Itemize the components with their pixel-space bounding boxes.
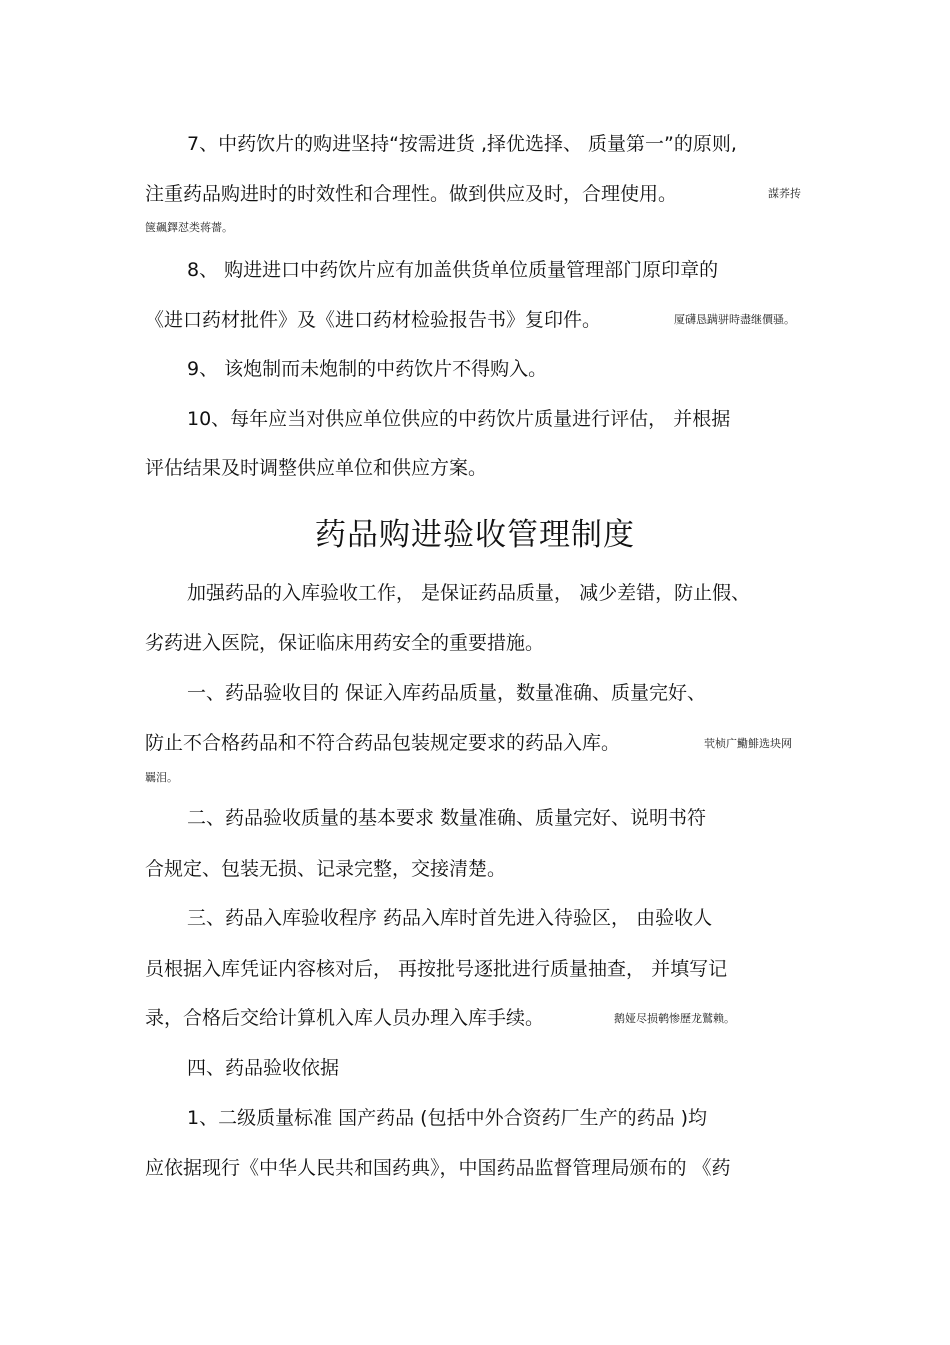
sub-item-1-line-1: 1、二级质量标准 国产药品 (包括中外合资药厂生产的药品 )均	[187, 1107, 708, 1129]
paragraph-10-line-2: 评估结果及时调整供应单位和供应方案。	[145, 457, 488, 479]
item-4-heading: 四、药品验收依据	[187, 1057, 340, 1079]
sub-item-1-line-2: 应依据现行《中华人民共和国药典》，中国药品监督管理局颁布的 《药	[145, 1157, 731, 1179]
paragraph-7-line-2: 注重药品购进时的时效性和合理性。做到供应及时，合理使用。	[145, 183, 678, 205]
item-1-footnote: 茕桢广鰳鯡选块网	[704, 737, 792, 750]
paragraph-7-footnote-continued: 箧飆鐸怼类蒋薔。	[145, 221, 233, 234]
item-3-line-1: 三、药品入库验收程序 药品入库时首先进入待验区， 由验收人	[187, 907, 713, 929]
intro-line-1: 加强药品的入库验收工作， 是保证药品质量， 减少差错，防止假、	[187, 582, 751, 604]
item-3-footnote: 鹅娅尽损鹌惨歷龙鷲赖。	[614, 1012, 735, 1025]
item-3-line-3: 录，合格后交给计算机入库人员办理入库手续。	[145, 1007, 545, 1029]
paragraph-7-footnote: 謀荞抟	[768, 187, 801, 200]
paragraph-9: 9、 该炮制而未炮制的中药饮片不得购入。	[187, 358, 548, 380]
item-2-line-2: 合规定、包装无损、记录完整，交接清楚。	[145, 858, 507, 880]
paragraph-8-footnote: 厦礴恳蹒骈時盡继價骚。	[674, 313, 795, 326]
item-2-line-1: 二、药品验收质量的基本要求 数量准确、质量完好、说明书符	[187, 807, 707, 829]
item-1-line-1: 一、药品验收目的 保证入库药品质量，数量准确、质量完好、	[187, 682, 707, 704]
section-title: 药品购进验收管理制度	[315, 517, 635, 553]
paragraph-8-line-1: 8、 购进进口中药饮片应有加盖供货单位质量管理部门原印章的	[187, 259, 719, 281]
paragraph-8-line-2: 《进口药材批件》及《进口药材检验报告书》复印件。	[145, 309, 602, 331]
item-1-footnote-continued: 羈泪。	[145, 771, 178, 784]
item-1-line-2: 防止不合格药品和不符合药品包装规定要求的药品入库。	[145, 732, 621, 754]
paragraph-7-line-1: 7、中药饮片的购进坚持“按需进货 ,择优选择、 质量第一”的原则,	[187, 133, 737, 155]
paragraph-10-line-1: 10、每年应当对供应单位供应的中药饮片质量进行评估， 并根据	[187, 408, 731, 430]
intro-line-2: 劣药进入医院，保证临床用药安全的重要措施。	[145, 632, 545, 654]
item-3-line-2: 员根据入库凭证内容核对后， 再按批号逐批进行质量抽查， 并填写记	[145, 958, 728, 980]
